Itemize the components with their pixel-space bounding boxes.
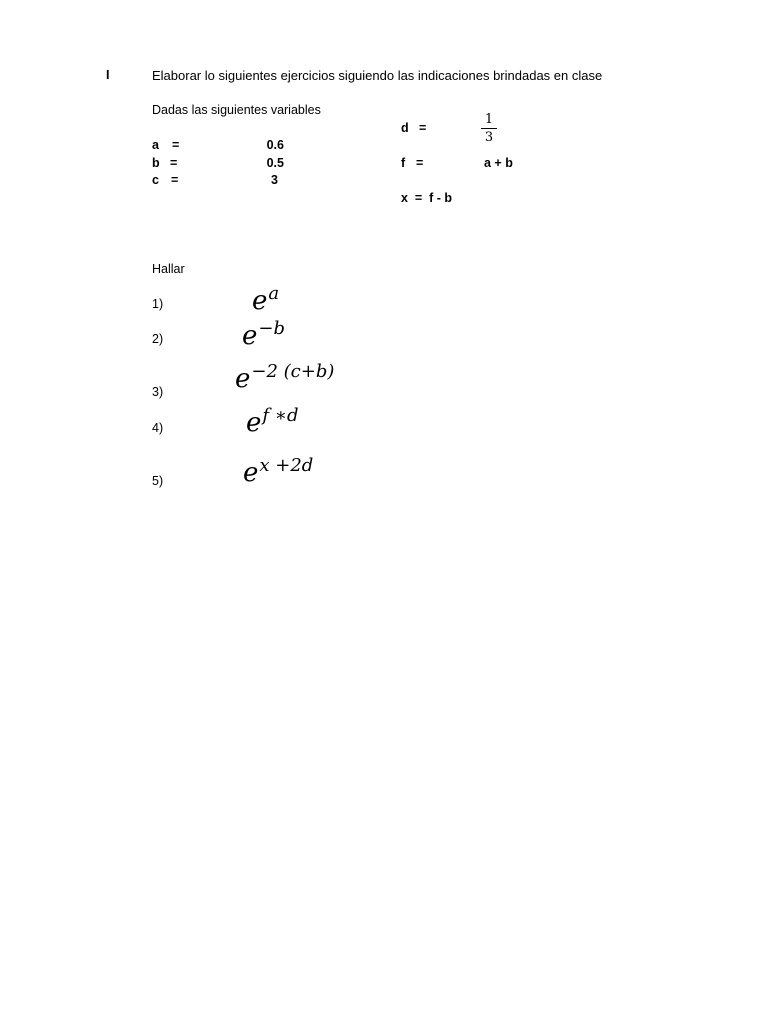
variable-c-name: c (152, 173, 159, 187)
variable-d-equals: = (419, 121, 427, 135)
item-2-label: 2) (152, 332, 164, 346)
formula-base: e (243, 458, 259, 488)
variable-c-value: 3 (271, 173, 278, 187)
variable-a-value: 0.6 (266, 138, 284, 152)
fraction-numerator: 1 (484, 112, 494, 127)
variable-c-equals: = (171, 173, 179, 187)
variable-b-value: 0.5 (266, 156, 284, 170)
item-2-formula (242, 318, 285, 351)
item-3-label: 3) (152, 385, 164, 399)
item-5-formula (243, 455, 314, 488)
item-4-label: 4) (152, 421, 164, 435)
formula-exponent: f ∗d (262, 405, 299, 426)
item-5-label: 5) (152, 474, 164, 488)
item-1-label: 1) (152, 297, 164, 311)
variable-d-name: d (401, 121, 409, 135)
variable-a-equals: = (172, 138, 180, 152)
formula-exponent: −2 (c+b) (251, 361, 335, 382)
formula-exponent: x +2d (259, 455, 314, 476)
section-numeral: I (106, 68, 110, 82)
formula-exponent: a (268, 283, 280, 304)
formula-base: e (252, 286, 268, 316)
item-1-formula (252, 283, 280, 316)
variable-a-name: a (152, 138, 159, 152)
find-heading: Hallar (152, 262, 185, 276)
instruction-text: Elaborar lo siguientes ejercicios siguiendo las indicaciones brindadas en clase (152, 68, 603, 83)
item-3-formula (235, 361, 335, 394)
item-4-formula (246, 405, 299, 438)
variable-f-equals: = (416, 156, 424, 170)
fraction-bar (481, 128, 497, 129)
given-heading: Dadas las siguientes variables (152, 103, 321, 117)
variable-b-equals: = (170, 156, 178, 170)
formula-base: e (242, 321, 258, 351)
fraction-denominator: 3 (484, 130, 494, 145)
formula-base: e (235, 364, 251, 394)
variable-d-fraction (481, 113, 497, 144)
variable-x-expression: x = f - b (401, 191, 453, 205)
formula-base: e (246, 408, 262, 438)
variable-b-name: b (152, 156, 160, 170)
variable-f-value: a + b (484, 156, 513, 170)
formula-exponent: −b (258, 318, 285, 339)
variable-f-name: f (401, 156, 406, 170)
